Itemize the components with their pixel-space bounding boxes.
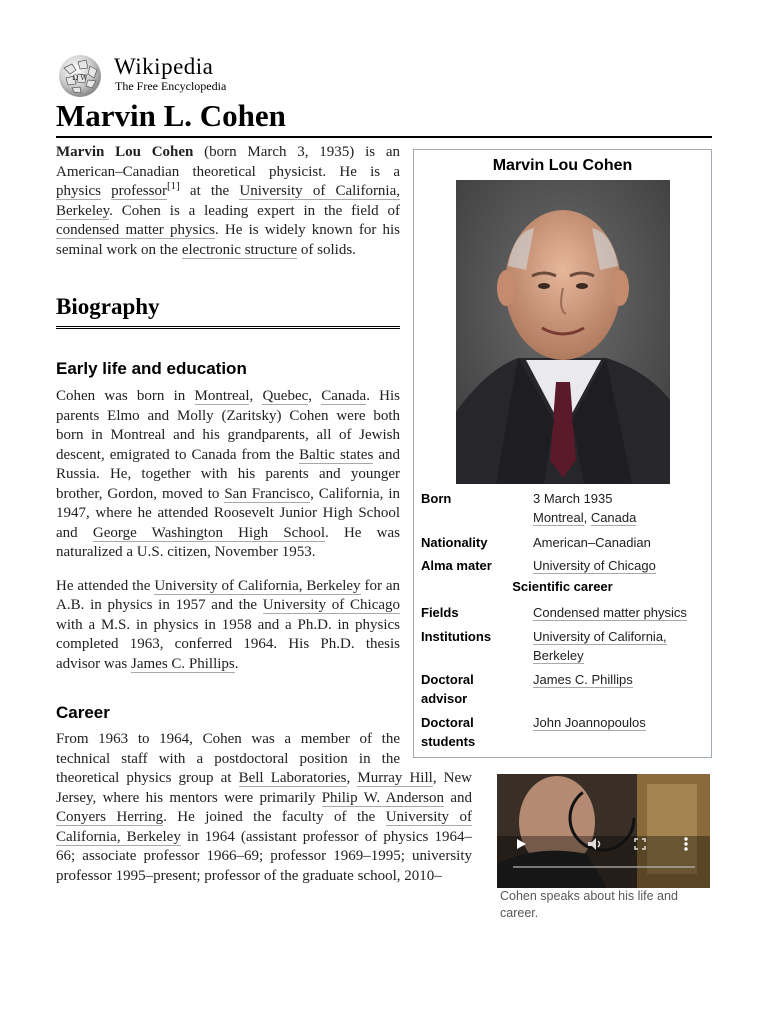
link-conyers-herring[interactable]: Conyers Herring xyxy=(56,809,164,825)
lead-section xyxy=(56,143,400,260)
tagline: The Free Encyclopedia xyxy=(115,79,227,93)
alma-mater-label: Alma mater xyxy=(421,558,492,573)
career-section xyxy=(56,730,472,886)
early-life-heading: Early life and education xyxy=(56,359,247,378)
volume-icon[interactable] xyxy=(587,837,603,851)
nationality-value: American–Canadian xyxy=(533,535,651,550)
svg-text:Ω W: Ω W xyxy=(72,74,88,82)
doctoral-advisor-label: Doctoral advisor xyxy=(421,672,474,706)
doctoral-students-label: Doctoral students xyxy=(421,715,476,749)
link-professor[interactable]: professor xyxy=(111,183,167,199)
link-philip-w-anderson[interactable]: Philip W. Anderson xyxy=(321,789,444,806)
link-born-canada[interactable]: Canada xyxy=(590,510,637,525)
institutions-label: Institutions xyxy=(421,629,492,644)
link-physics[interactable]: physics xyxy=(56,183,101,199)
scientific-career-header: Scientific career xyxy=(512,579,613,594)
link-university-of-chicago[interactable]: University of Chicago xyxy=(262,597,401,613)
page-title: Marvin L. Cohen xyxy=(56,96,712,138)
wikipedia-logo[interactable] xyxy=(56,54,246,98)
lead-paragraph: Marvin Lou Cohen (born March 3, 1935) is an American–Canadian theoretical physicist. He is a physics professor[1] at the University of California, Berkeley. Cohen is a leading expert in the field of condensed matter physics. He is widely known for his seminal work on the electronic structure of solids. xyxy=(56,144,401,258)
early-life-paragraph-2: He attended the University of California, Berkeley for an A.B. in physics in 1957 and the University of Chicago with a M.S. in physics in 1958 and a Ph.D. in physics completed 1963, conferred 1964. His Ph.D. thesis advisor was James C. Phillips. xyxy=(56,577,401,672)
video-caption: Cohen speaks about his life and career. xyxy=(500,889,678,920)
video-player[interactable] xyxy=(497,774,710,888)
play-icon[interactable] xyxy=(515,838,527,850)
link-quebec[interactable]: Quebec xyxy=(262,388,309,404)
link-condensed-matter-physics[interactable]: condensed matter physics xyxy=(56,222,215,238)
wikipedia-globe-icon xyxy=(56,54,104,98)
link-bell-laboratories[interactable]: Bell Laboratories xyxy=(238,770,347,786)
link-doctoral-advisor[interactable]: James C. Phillips xyxy=(533,672,633,687)
link-baltic-states[interactable]: Baltic states xyxy=(299,446,374,463)
link-george-washington-high-school[interactable]: George Washington High School xyxy=(92,524,326,541)
career-paragraph: From 1963 to 1964, Cohen was a member of the technical staff with a postdoctoral position in the theoretical physics group at Bell Laboratories, Murray Hill, New Jersey, where his mentors were primarily Philip W. Anderson and Conyers Herring. He joined the faculty of the University of California, Berkeley in 1964 (assistant professor of physics 1964–66; associate professor 1966–69; professor 1969–1995; university professor 1995–present; professor of the graduate school, 2010– xyxy=(56,731,473,884)
link-uc-berkeley-3[interactable]: University of California, Berkeley xyxy=(56,809,472,845)
fullscreen-icon[interactable] xyxy=(634,838,646,850)
born-value: 3 March 1935 Montreal, Canada xyxy=(533,491,637,525)
early-life-section xyxy=(56,387,400,674)
link-alma-mater[interactable]: University of Chicago xyxy=(533,558,656,573)
infobox xyxy=(413,149,712,758)
link-uc-berkeley[interactable]: University of California, Berkeley xyxy=(56,183,401,219)
link-murray-hill[interactable]: Murray Hill xyxy=(357,770,433,786)
link-doctoral-students[interactable]: John Joannopoulos xyxy=(533,715,646,730)
video-frame xyxy=(497,774,710,888)
fields-label: Fields xyxy=(421,605,459,620)
infobox-title: Marvin Lou Cohen xyxy=(492,157,633,174)
wordmark: Wikipedia xyxy=(114,54,214,79)
early-life-paragraph-1: Cohen was born in Montreal, Quebec, Canada. His parents Elmo and Molly (Zaritsky) Cohen were both born in Montreal and his grandparents, all of Jewish descent, emigrated to Canada from the Baltic states and Russia. He, together with his parents and younger brother, Gordon, moved to San Francisco, California, in 1947, where he attended Roosevelt Junior High School and George Washington High School. He was naturalized a U.S. citizen, November 1953. xyxy=(56,388,401,560)
nationality-label: Nationality xyxy=(421,535,488,550)
link-canada[interactable]: Canada xyxy=(321,388,367,404)
link-uc-berkeley-2[interactable]: University of California, Berkeley xyxy=(154,577,361,594)
link-montreal[interactable]: Montreal xyxy=(194,388,250,404)
link-james-c-phillips[interactable]: James C. Phillips xyxy=(131,655,235,672)
link-institutions[interactable]: University of California, Berkeley xyxy=(533,629,667,663)
link-electronic-structure[interactable]: electronic structure xyxy=(181,241,298,258)
biography-heading: Biography xyxy=(56,294,400,329)
subject-name: Marvin Lou Cohen xyxy=(56,144,194,160)
portrait-photo[interactable] xyxy=(456,180,670,484)
link-san-francisco[interactable]: San Francisco xyxy=(224,485,311,502)
career-heading: Career xyxy=(56,703,110,722)
link-born-montreal[interactable]: Montreal xyxy=(533,510,584,525)
born-label: Born xyxy=(421,491,452,506)
more-options-icon[interactable] xyxy=(683,836,689,852)
link-fields[interactable]: Condensed matter physics xyxy=(533,605,687,620)
reference-1[interactable]: [1] xyxy=(166,180,180,192)
